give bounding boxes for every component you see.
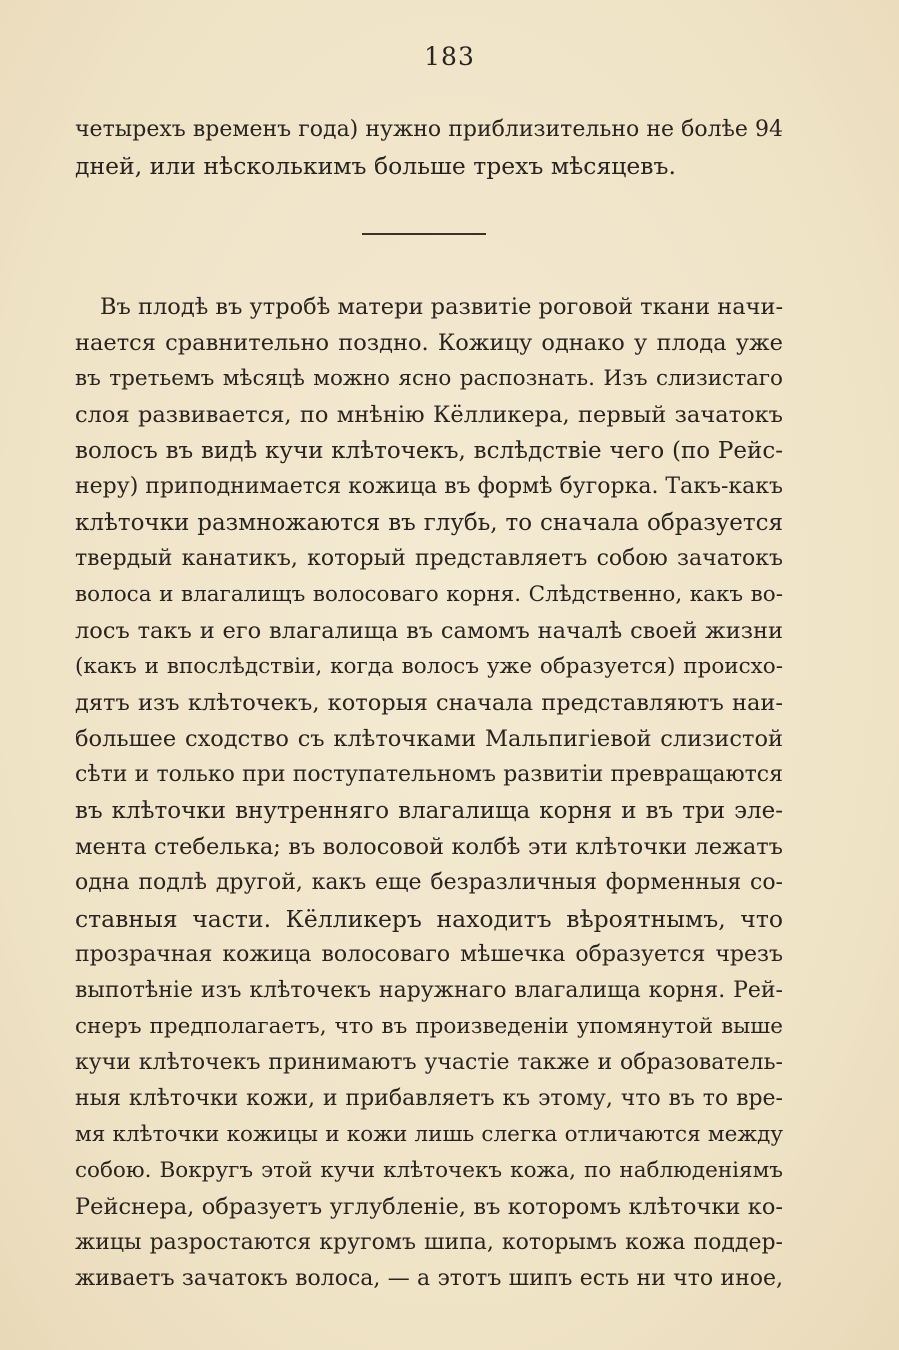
text-line: неру) приподнимается кожица въ формѣ бугорка. Такъ-какъ — [75, 474, 783, 499]
text-line: кучи клѣточекъ принимаютъ участіе также и образователь- — [75, 1050, 783, 1075]
text-line: лосъ такъ и его влагалища въ самомъ началѣ своей жизни — [75, 618, 783, 644]
text-line: (какъ и впослѣдствіи, когда волосъ уже образуется) происхо- — [75, 654, 783, 679]
text-line: слоя развивается, по мнѣнію Кёлликера, первый зачатокъ — [75, 402, 783, 428]
text-line: дятъ изъ клѣточекъ, которыя сначала представляютъ наи- — [75, 690, 783, 716]
text-line: одна подлѣ другой, какъ еще безразличныя форменныя со- — [75, 870, 783, 895]
text-line: мента стебелька; въ волосовой колбѣ эти клѣточки лежатъ — [75, 834, 783, 860]
text-line: сѣти и только при поступательномъ развитіи превращаются — [75, 762, 783, 787]
text-line: въ клѣточки внутренняго влагалища корня и въ три эле- — [75, 798, 783, 824]
page-number: 183 — [424, 42, 475, 71]
text-line: прозрачная кожица волосоваго мѣшечка образуется чрезъ — [75, 942, 783, 967]
text-line: большее сходство съ клѣточками Мальпигіевой слизистой — [75, 726, 783, 752]
text-line: Въ плодѣ въ утробѣ матери развитіе роговой ткани начи- — [100, 294, 783, 320]
text-line: четырехъ временъ года) нужно приблизительно не болѣе 94 — [75, 117, 783, 142]
text-line: собою. Вокругъ этой кучи клѣточекъ кожа, по наблюденіямъ — [75, 1158, 783, 1183]
text-line: ныя клѣточки кожи, и прибавляетъ къ этому, что въ то вре- — [75, 1086, 783, 1111]
text-line: жицы разростаются кругомъ шипа, которымъ кожа поддер- — [75, 1230, 783, 1255]
text-line: живаетъ зачатокъ волоса, — а этотъ шипъ есть ни что иное, — [75, 1266, 783, 1291]
text-line: мя клѣточки кожицы и кожи лишь слегка отличаются между — [75, 1122, 783, 1147]
text-line: дней, или нѣсколькимъ больше трехъ мѣсяцевъ. — [75, 152, 676, 180]
text-line: твердый канатикъ, который представляетъ собою зачатокъ — [75, 546, 783, 571]
text-line: снеръ предполагаетъ, что въ произведеніи упомянутой выше — [75, 1014, 783, 1039]
text-line: Рейснера, образуетъ углубленіе, въ которомъ клѣточки ко- — [75, 1194, 783, 1220]
text-line: клѣточки размножаются въ глубь, то сначала образуется — [75, 510, 783, 536]
text-line: волоса и влагалищъ волосоваго корня. Слѣдственно, какъ во- — [75, 582, 783, 607]
section-divider — [362, 233, 486, 235]
text-line: въ третьемъ мѣсяцѣ можно ясно распознать. Изъ слизистаго — [75, 366, 783, 391]
text-line: выпотѣніе изъ клѣточекъ наружнаго влагалища корня. Рей- — [75, 978, 783, 1003]
text-line: ставныя части. Кёлликеръ находитъ вѣроятнымъ, что — [75, 905, 783, 933]
text-line: волосъ въ видѣ кучи клѣточекъ, вслѣдствіе чего (по Рейс- — [75, 438, 783, 464]
text-line: нается сравнительно поздно. Кожицу однако у плода уже — [75, 330, 783, 356]
